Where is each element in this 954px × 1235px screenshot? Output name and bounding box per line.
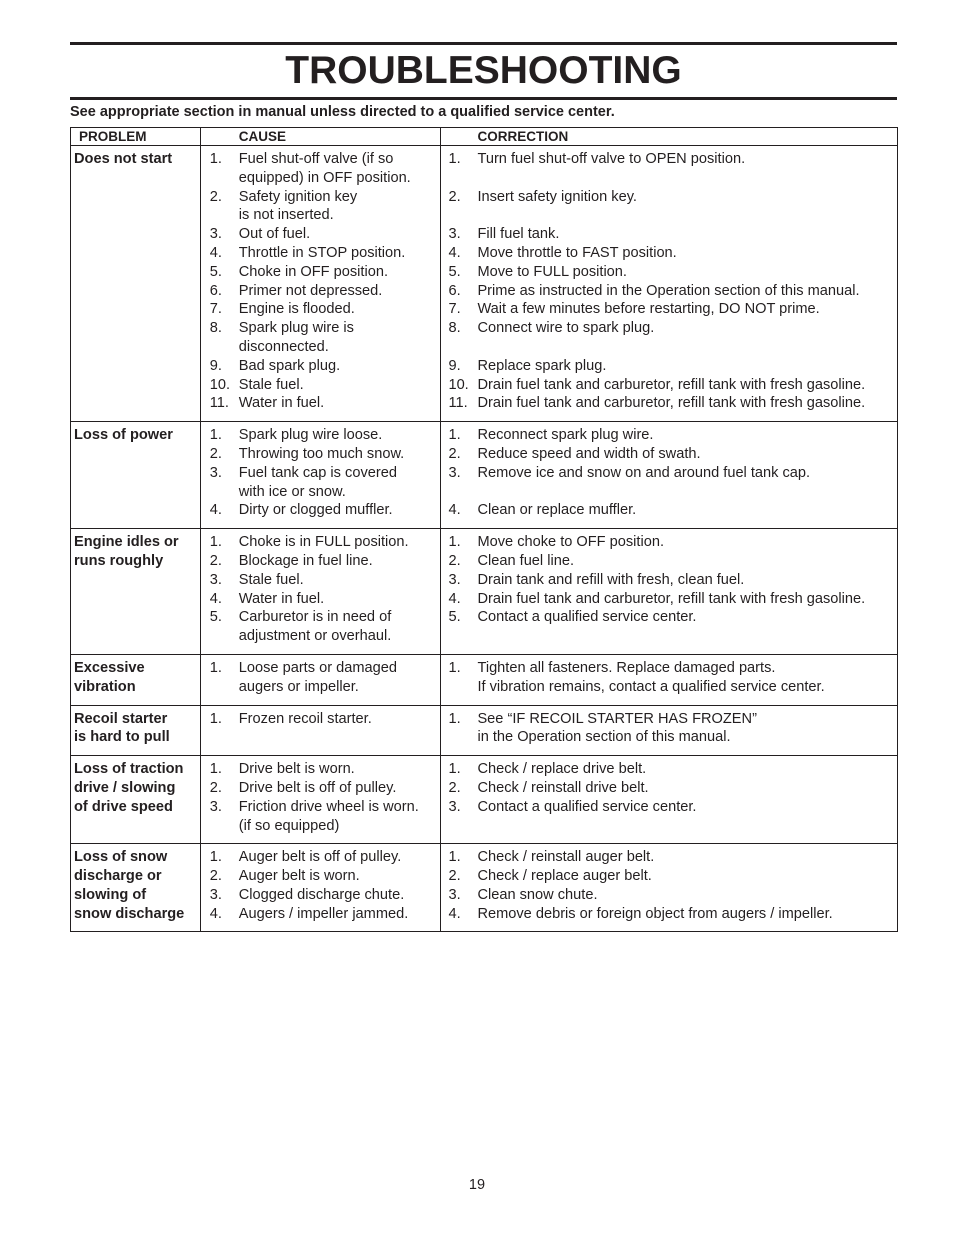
- item-number: 2.: [209, 188, 222, 205]
- item-text: [477, 817, 893, 836]
- cause-item: [210, 225, 437, 244]
- item-number: 2.: [448, 779, 461, 796]
- item-number: 3.: [448, 464, 461, 481]
- cause-item: [210, 798, 437, 817]
- item-number: 4.: [448, 244, 461, 261]
- item-text: Friction drive wheel is worn.: [238, 798, 419, 815]
- item-number: 4.: [209, 502, 222, 519]
- problem-text: runs roughly: [74, 552, 164, 569]
- correction-item: [448, 244, 893, 263]
- page-title: TROUBLESHOOTING: [285, 49, 682, 92]
- item-number: 2.: [448, 868, 461, 885]
- cause-item: [210, 533, 437, 552]
- item-number: 5.: [209, 609, 222, 626]
- item-number: 10.: [209, 376, 231, 393]
- item-number: 6.: [209, 282, 222, 299]
- table-row: [71, 529, 898, 655]
- cause-cell: [200, 146, 441, 422]
- correction-item: [448, 848, 893, 867]
- correction-item: [448, 338, 893, 357]
- item-number: 2.: [209, 552, 222, 569]
- problem-text: discharge or: [74, 868, 162, 885]
- correction-item: [448, 445, 893, 464]
- item-number: [448, 627, 477, 646]
- problem-cell: [71, 422, 201, 529]
- correction-item: [448, 263, 893, 282]
- item-text: Clean snow chute.: [477, 886, 598, 903]
- correction-item: [448, 225, 893, 244]
- cause-item: [210, 659, 437, 678]
- item-text: Wait a few minutes before restarting, DO NOT prime.: [477, 301, 820, 318]
- header-row: [71, 128, 898, 146]
- correction-item: [448, 426, 893, 445]
- item-text: Loose parts or damaged: [238, 659, 397, 676]
- item-number: 5.: [448, 609, 461, 626]
- correction-item: [448, 483, 893, 502]
- item-text: Clogged discharge chute.: [238, 886, 405, 903]
- item-text: augers or impeller.: [238, 678, 359, 695]
- item-number: 2.: [209, 779, 222, 796]
- item-number: [448, 728, 477, 747]
- cause-cell: [200, 422, 441, 529]
- item-number: 3.: [209, 886, 222, 903]
- cause-item: [210, 282, 437, 301]
- title-underline: [70, 97, 897, 100]
- item-text: Check / reinstall auger belt.: [477, 849, 655, 866]
- item-number: [448, 483, 477, 502]
- item-text: Check / reinstall drive belt.: [477, 779, 649, 796]
- item-text: Remove ice and snow on and around fuel tank cap.: [477, 464, 811, 481]
- correction-item: [448, 376, 893, 395]
- correction-item: [448, 319, 893, 338]
- item-text: Insert safety ignition key.: [477, 188, 637, 205]
- correction-item: [448, 394, 893, 413]
- item-text: Check / replace auger belt.: [477, 868, 652, 885]
- item-number: [210, 627, 239, 646]
- problem-text: Loss of snow: [74, 849, 168, 866]
- correction-header: CORRECTION: [441, 128, 898, 146]
- top-rule: [70, 42, 897, 45]
- correction-item: [448, 867, 893, 886]
- item-number: 1.: [209, 849, 222, 866]
- problem-cell: [71, 756, 201, 844]
- item-number: 7.: [209, 301, 222, 318]
- cause-cell: [200, 654, 441, 705]
- problem-header: PROBLEM: [71, 128, 201, 146]
- item-text: Contact a qualified service center.: [477, 798, 697, 815]
- item-text: Check / replace drive belt.: [477, 761, 647, 778]
- item-text: Auger belt is worn.: [238, 868, 360, 885]
- item-number: 3.: [209, 226, 222, 243]
- cause-item: [210, 867, 437, 886]
- item-text: Drain fuel tank and carburetor, refill tank with fresh gasoline.: [477, 395, 866, 412]
- correction-cell: [441, 844, 898, 932]
- correction-cell: [441, 756, 898, 844]
- item-text: Dirty or clogged muffler.: [238, 502, 393, 519]
- item-number: 3.: [448, 798, 461, 815]
- correction-item: [448, 608, 893, 627]
- item-text: Spark plug wire loose.: [238, 427, 383, 444]
- cause-item: [210, 608, 437, 627]
- service-note: See appropriate section in manual unless directed to a qualified service center.: [70, 104, 615, 120]
- cause-cell: [200, 529, 441, 655]
- table-body: [71, 146, 898, 932]
- item-text: Move to FULL position.: [477, 263, 627, 280]
- item-number: 1.: [448, 427, 461, 444]
- item-number: [448, 338, 477, 357]
- correction-item: [448, 300, 893, 319]
- item-text: Throttle in STOP position.: [238, 244, 406, 261]
- correction-item: [448, 501, 893, 520]
- table-row: [71, 844, 898, 932]
- correction-item: [448, 728, 893, 747]
- item-text: Prime as instructed in the Operation section of this manual.: [477, 282, 860, 299]
- correction-item: [448, 710, 893, 729]
- cause-item: [210, 376, 437, 395]
- cause-item: [210, 206, 437, 225]
- item-text: Auger belt is off of pulley.: [238, 849, 402, 866]
- item-number: 1.: [448, 710, 461, 727]
- cause-item: [210, 627, 437, 646]
- item-number: 1.: [209, 761, 222, 778]
- item-number: 3.: [448, 886, 461, 903]
- problem-text: Does not start: [74, 151, 173, 167]
- item-text: Drive belt is off of pulley.: [238, 779, 397, 796]
- item-number: 3.: [209, 464, 222, 481]
- item-number: 10.: [448, 376, 469, 393]
- problem-text: snow discharge: [74, 905, 185, 922]
- correction-item: [448, 659, 893, 678]
- correction-item: [448, 798, 893, 817]
- item-number: [210, 817, 239, 836]
- item-number: [448, 817, 477, 836]
- problem-cell: [71, 146, 201, 422]
- item-number: 2.: [448, 552, 461, 569]
- cause-item: [210, 886, 437, 905]
- item-number: 3.: [209, 571, 222, 588]
- correction-item: [448, 817, 893, 836]
- cause-cell: [200, 756, 441, 844]
- cause-item: [210, 169, 437, 188]
- item-number: 1.: [209, 427, 222, 444]
- item-text: Carburetor is in need of: [238, 609, 392, 626]
- cause-cell: [200, 705, 441, 756]
- cause-item: [210, 338, 437, 357]
- item-number: 8.: [209, 320, 222, 337]
- item-text: Spark plug wire is: [238, 320, 354, 337]
- item-number: 1.: [448, 761, 461, 778]
- item-number: [210, 728, 239, 747]
- item-text: [477, 627, 893, 646]
- correction-item: [448, 590, 893, 609]
- troubleshooting-table: [70, 127, 898, 932]
- item-text: Turn fuel shut-off valve to OPEN position.: [477, 151, 746, 167]
- item-number: 2.: [448, 188, 461, 205]
- problem-text: vibration: [74, 678, 136, 695]
- correction-cell: [441, 422, 898, 529]
- correction-item: [448, 552, 893, 571]
- item-number: 1.: [448, 849, 461, 866]
- correction-item: [448, 779, 893, 798]
- cause-item: [210, 710, 437, 729]
- item-number: 2.: [448, 445, 461, 462]
- cause-item: [210, 464, 437, 483]
- item-number: 1.: [448, 151, 461, 167]
- problem-text: Excessive: [74, 659, 145, 676]
- item-text: Blockage in fuel line.: [238, 552, 373, 569]
- item-text: Bad spark plug.: [238, 357, 341, 374]
- item-text: Choke in OFF position.: [238, 263, 389, 280]
- item-text: in the Operation section of this manual.: [477, 729, 731, 746]
- item-text: (if so equipped): [238, 817, 340, 834]
- problem-text: Loss of traction: [74, 761, 184, 778]
- correction-cell: [441, 146, 898, 422]
- item-text: Frozen recoil starter.: [238, 710, 372, 727]
- problem-cell: [71, 705, 201, 756]
- table-row: [71, 422, 898, 529]
- item-number: 4.: [209, 590, 222, 607]
- item-number: 9.: [209, 357, 222, 374]
- cause-item: [210, 848, 437, 867]
- cause-header: CAUSE: [200, 128, 441, 146]
- item-number: 7.: [448, 301, 461, 318]
- item-text: Connect wire to spark plug.: [477, 320, 655, 337]
- correction-cell: [441, 654, 898, 705]
- item-text: Reduce speed and width of swath.: [477, 445, 701, 462]
- item-text: [477, 206, 893, 225]
- item-number: 11.: [448, 395, 468, 412]
- item-text: Clean fuel line.: [477, 552, 574, 569]
- problem-cell: [71, 529, 201, 655]
- cause-item: [210, 445, 437, 464]
- item-number: [210, 483, 239, 502]
- correction-item: [448, 678, 893, 697]
- item-text: is not inserted.: [238, 207, 334, 224]
- cause-item: [210, 244, 437, 263]
- table-row: [71, 705, 898, 756]
- problem-text: Recoil starter: [74, 710, 168, 727]
- correction-item: [448, 150, 893, 169]
- item-text: If vibration remains, contact a qualified service center.: [477, 678, 825, 695]
- item-text: [477, 338, 893, 357]
- correction-item: [448, 886, 893, 905]
- item-number: 4.: [448, 502, 461, 519]
- item-number: 3.: [448, 226, 461, 243]
- item-text: Augers / impeller jammed.: [238, 905, 409, 922]
- cause-item: [210, 263, 437, 282]
- correction-item: [448, 206, 893, 225]
- cause-item: [210, 357, 437, 376]
- item-text: Out of fuel.: [238, 226, 311, 243]
- item-number: 2.: [209, 868, 222, 885]
- item-number: 3.: [209, 798, 222, 815]
- item-text: [477, 169, 893, 188]
- cause-item: [210, 426, 437, 445]
- item-number: 5.: [209, 263, 222, 280]
- item-number: 4.: [209, 244, 222, 261]
- cause-item: [210, 779, 437, 798]
- table-row: [71, 756, 898, 844]
- item-text: Move choke to OFF position.: [477, 534, 665, 551]
- cause-item: [210, 552, 437, 571]
- cause-item: [210, 760, 437, 779]
- problem-text: of drive speed: [74, 798, 173, 815]
- item-text: [477, 483, 893, 502]
- correction-item: [448, 188, 893, 207]
- item-text: Water in fuel.: [238, 590, 325, 607]
- item-text: Stale fuel.: [238, 571, 304, 588]
- cause-item: [210, 483, 437, 502]
- item-text: Drive belt is worn.: [238, 761, 355, 778]
- problem-text: Engine idles or: [74, 534, 179, 551]
- item-text: Fill fuel tank.: [477, 226, 560, 243]
- item-number: [210, 338, 239, 357]
- problem-text: slowing of: [74, 886, 147, 903]
- item-text: Drain fuel tank and carburetor, refill tank with fresh gasoline.: [477, 376, 866, 393]
- item-number: [210, 206, 239, 225]
- item-text: Fuel tank cap is covered: [238, 464, 397, 481]
- correction-item: [448, 533, 893, 552]
- item-number: 4.: [448, 905, 461, 922]
- cause-item: [210, 571, 437, 590]
- correction-cell: [441, 529, 898, 655]
- page-number: 19: [468, 1177, 486, 1193]
- item-text: Fuel shut-off valve (if so: [238, 151, 394, 167]
- cause-item: [210, 394, 437, 413]
- item-text: Remove debris or foreign object from augers / impeller.: [477, 905, 833, 922]
- item-number: 1.: [209, 534, 222, 551]
- problem-text: Loss of power: [74, 427, 173, 444]
- item-number: 4.: [448, 590, 461, 607]
- item-number: 2.: [209, 445, 222, 462]
- correction-item: [448, 169, 893, 188]
- item-text: equipped) in OFF position.: [238, 169, 411, 186]
- correction-item: [448, 282, 893, 301]
- item-text: Tighten all fasteners. Replace damaged parts.: [477, 659, 776, 676]
- item-text: Drain fuel tank and carburetor, refill tank with fresh gasoline.: [477, 590, 866, 607]
- table-row: [71, 146, 898, 422]
- problem-text: drive / slowing: [74, 779, 176, 796]
- item-number: 1.: [209, 710, 222, 727]
- correction-item: [448, 905, 893, 924]
- cause-item: [210, 188, 437, 207]
- item-number: 11.: [209, 395, 229, 412]
- item-number: 5.: [448, 263, 461, 280]
- item-number: 1.: [209, 151, 222, 167]
- item-number: 3.: [448, 571, 461, 588]
- item-text: [239, 728, 437, 747]
- item-text: Replace spark plug.: [477, 357, 607, 374]
- correction-item: [448, 571, 893, 590]
- correction-cell: [441, 705, 898, 756]
- item-text: disconnected.: [238, 338, 329, 355]
- cause-item: [210, 319, 437, 338]
- cause-item: [210, 150, 437, 169]
- item-text: Move throttle to FAST position.: [477, 244, 677, 261]
- item-text: Choke is in FULL position.: [238, 534, 409, 551]
- item-text: with ice or snow.: [238, 483, 346, 500]
- problem-text: is hard to pull: [74, 729, 170, 746]
- item-text: Water in fuel.: [238, 395, 325, 412]
- problem-cell: [71, 844, 201, 932]
- cause-item: [210, 300, 437, 319]
- item-number: [210, 678, 239, 697]
- cause-item: [210, 905, 437, 924]
- item-number: 1.: [448, 534, 461, 551]
- item-number: [448, 169, 477, 188]
- item-number: 4.: [209, 905, 222, 922]
- item-number: [448, 206, 477, 225]
- item-number: 8.: [448, 320, 461, 337]
- item-number: 6.: [448, 282, 461, 299]
- item-number: [210, 169, 239, 188]
- item-text: Throwing too much snow.: [238, 445, 405, 462]
- item-number: 1.: [448, 659, 461, 676]
- item-text: Clean or replace muffler.: [477, 502, 637, 519]
- item-text: Safety ignition key: [238, 188, 358, 205]
- item-text: See “IF RECOIL STARTER HAS FROZEN”: [477, 710, 757, 727]
- item-number: 1.: [209, 659, 222, 676]
- item-text: adjustment or overhaul.: [238, 628, 392, 645]
- cause-item: [210, 678, 437, 697]
- correction-item: [448, 464, 893, 483]
- item-text: Primer not depressed.: [238, 282, 383, 299]
- item-text: Drain tank and refill with fresh, clean fuel.: [477, 571, 745, 588]
- cause-item: [210, 817, 437, 836]
- correction-item: [448, 760, 893, 779]
- correction-item: [448, 627, 893, 646]
- item-text: Contact a qualified service center.: [477, 609, 697, 626]
- item-text: Reconnect spark plug wire.: [477, 427, 654, 444]
- correction-item: [448, 357, 893, 376]
- table-row: [71, 654, 898, 705]
- cause-item: [210, 728, 437, 747]
- cause-cell: [200, 844, 441, 932]
- cause-item: [210, 501, 437, 520]
- item-number: 9.: [448, 357, 461, 374]
- cause-item: [210, 590, 437, 609]
- item-number: [448, 678, 477, 697]
- problem-cell: [71, 654, 201, 705]
- item-text: Stale fuel.: [238, 376, 304, 393]
- item-text: Engine is flooded.: [238, 301, 355, 318]
